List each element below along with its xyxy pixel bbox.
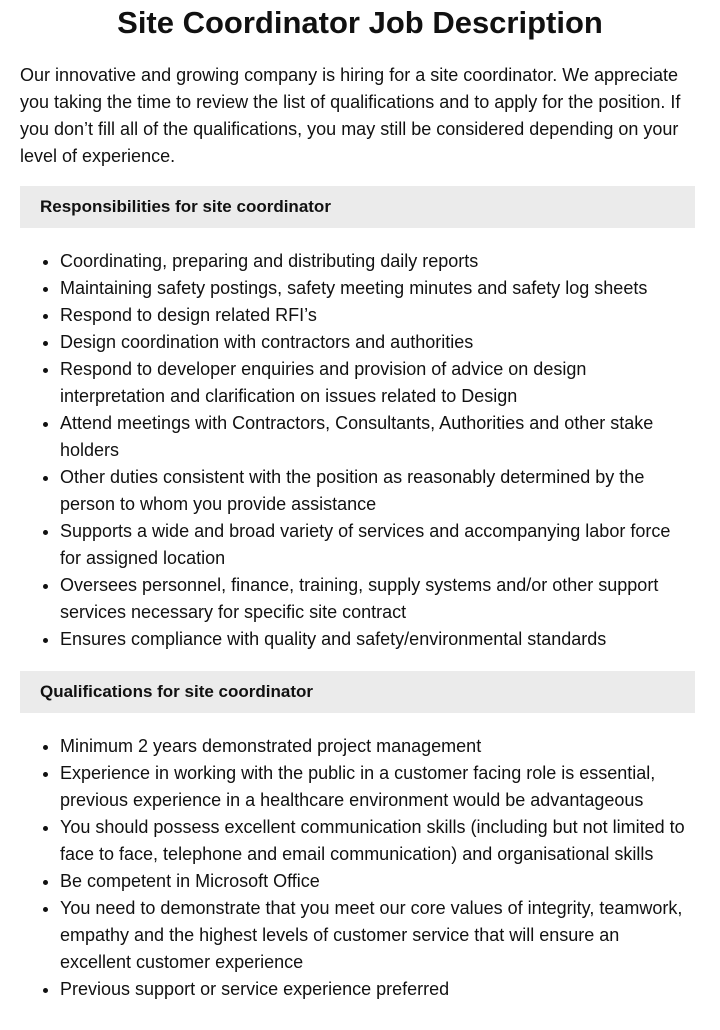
list-item: • Ensures compliance with quality and safety/environmental standards — [60, 626, 695, 653]
page-title: Site Coordinator Job Description — [117, 5, 603, 40]
list-item: • Experience in working with the public in a customer facing role is essential, previous experience in a healthcare environment would be advantageous — [60, 760, 695, 814]
list-item: • Oversees personnel, finance, training, supply systems and/or other support services necessary for specific site contract — [60, 572, 695, 626]
list-item: • Attend meetings with Contractors, Consultants, Authorities and other stake holders — [60, 410, 695, 464]
list-item: • Coordinating, preparing and distributing daily reports — [60, 248, 695, 275]
list-item: • Minimum 2 years demonstrated project management — [60, 733, 695, 760]
qualifications-heading: Qualifications for site coordinator — [20, 671, 695, 713]
list-item: • Be competent in Microsoft Office — [60, 868, 695, 895]
list-item: • Respond to developer enquiries and provision of advice on design interpretation and clarification on issues related to Design — [60, 356, 695, 410]
list-item: • Supports a wide and broad variety of services and accompanying labor force for assigned location — [60, 518, 695, 572]
qualifications-list — [20, 733, 695, 1003]
list-item: • Maintaining safety postings, safety meeting minutes and safety log sheets — [60, 275, 695, 302]
list-item: • You need to demonstrate that you meet our core values of integrity, teamwork, empathy and the highest levels of customer service that will ensure an excellent customer experience — [60, 895, 695, 976]
responsibilities-heading: Responsibilities for site coordinator — [20, 186, 695, 228]
list-item: • You should possess excellent communication skills (including but not limited to face to face, telephone and email communication) and organisational skills — [60, 814, 695, 868]
list-item: • Respond to design related RFI’s — [60, 302, 695, 329]
list-item: • Design coordination with contractors and authorities — [60, 329, 695, 356]
list-item: • Other duties consistent with the position as reasonably determined by the person to whom you provide assistance — [60, 464, 695, 518]
list-item: • Previous support or service experience preferred — [60, 976, 695, 1003]
responsibilities-list — [20, 248, 695, 653]
intro-paragraph: Our innovative and growing company is hiring for a site coordinator. We appreciate you taking the time to review the list of qualifications and to apply for the position. If you don’t fill all of the qualifications, you may still be considered depending on your level of experience. — [20, 65, 681, 166]
